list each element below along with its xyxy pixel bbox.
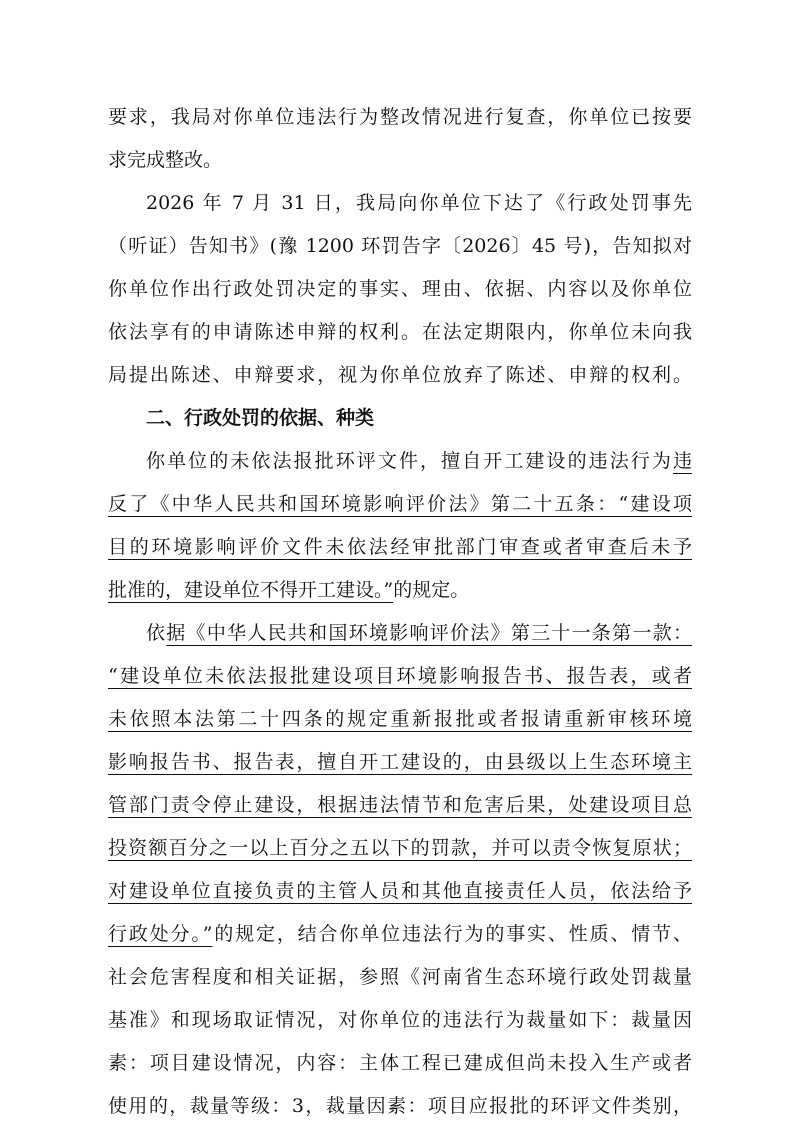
body-line bbox=[108, 699, 692, 739]
body-line: 局提出陈述、申辩要求，视为你单位放弃了陈述、申辩的权利。 bbox=[108, 364, 692, 386]
line-text: 依 bbox=[146, 622, 167, 644]
body-line bbox=[108, 785, 692, 825]
body-line bbox=[108, 484, 692, 524]
cited-law-text: 据《中华人民共和国环境影响评价法》第三十一条第一款： bbox=[166, 622, 692, 644]
body-line: 素：项目建设情况，内容：主体工程已建成但尚未投入生产或者 bbox=[108, 1052, 692, 1074]
body-line: （听证）告知书》(豫 1200 环罚告字〔2026〕45 号)，告知拟对 bbox=[108, 235, 692, 257]
body-line: 依法享有的申请陈述申辩的权利。在法定期限内，你单位未向我 bbox=[108, 321, 692, 343]
body-line bbox=[108, 914, 692, 954]
body-line: 社会危害程度和相关证据，参照《河南省生态环境行政处罚裁量 bbox=[108, 966, 692, 988]
line-text: 你单位的未依法报批环评文件，擅自开工建设的违法行为 bbox=[146, 450, 673, 472]
cited-law-text: 反了《中华人民共和国环境影响评价法》第二十五条：“建设项 bbox=[108, 493, 692, 515]
body-line: 求完成整改。 bbox=[108, 149, 223, 171]
body-line: 2026 年 7 月 31 日，我局向你单位下达了《行政处罚事先 bbox=[146, 192, 692, 214]
cited-law-text: 违 bbox=[672, 450, 692, 472]
body-line bbox=[108, 828, 692, 868]
cited-law-text: 未依照本法第二十四条的规定重新报批或者报请重新审核环境 bbox=[108, 708, 692, 730]
section-heading: 二、行政处罚的依据、种类 bbox=[146, 407, 375, 429]
line-text: 的规定。 bbox=[393, 579, 470, 601]
body-line bbox=[146, 441, 692, 481]
cited-law-text: 管部门责令停止建设，根据违法情节和危害后果，处建设项目总 bbox=[108, 794, 692, 816]
line-text: 的规定，结合你单位违法行为的事实、性质、情节、 bbox=[212, 923, 692, 945]
cited-law-text: 行政处分。” bbox=[108, 923, 213, 945]
body-line bbox=[108, 527, 692, 567]
body-line bbox=[108, 570, 692, 610]
body-line: 使用的，裁量等级：3，裁量因素：项目应报批的环评文件类别， bbox=[108, 1095, 692, 1117]
cited-law-text: 目的环境影响评价文件未依法经审批部门审查或者审查后未予 bbox=[108, 536, 692, 558]
cited-law-text: “建设单位未依法报批建设项目环境影响报告书、报告表，或者 bbox=[108, 665, 692, 687]
body-line: 基准》和现场取证情况，对你单位的违法行为裁量如下：裁量因 bbox=[108, 1009, 692, 1031]
body-line: 要求，我局对你单位违法行为整改情况进行复查，你单位已按要 bbox=[108, 106, 692, 128]
cited-law-text: 投资额百分之一以上百分之五以下的罚款，并可以责令恢复原状； bbox=[108, 837, 692, 859]
cited-law-text: 对建设单位直接负责的主管人员和其他直接责任人员，依法给予 bbox=[108, 880, 692, 902]
body-line bbox=[108, 656, 692, 696]
body-line: 你单位作出行政处罚决定的事实、理由、依据、内容以及你单位 bbox=[108, 278, 692, 300]
cited-law-text: 影响报告书、报告表，擅自开工建设的，由县级以上生态环境主 bbox=[108, 751, 692, 773]
body-line bbox=[108, 742, 692, 782]
body-line bbox=[146, 613, 692, 653]
body-line bbox=[108, 871, 692, 911]
cited-law-text: 批准的，建设单位不得开工建设。” bbox=[108, 579, 394, 601]
